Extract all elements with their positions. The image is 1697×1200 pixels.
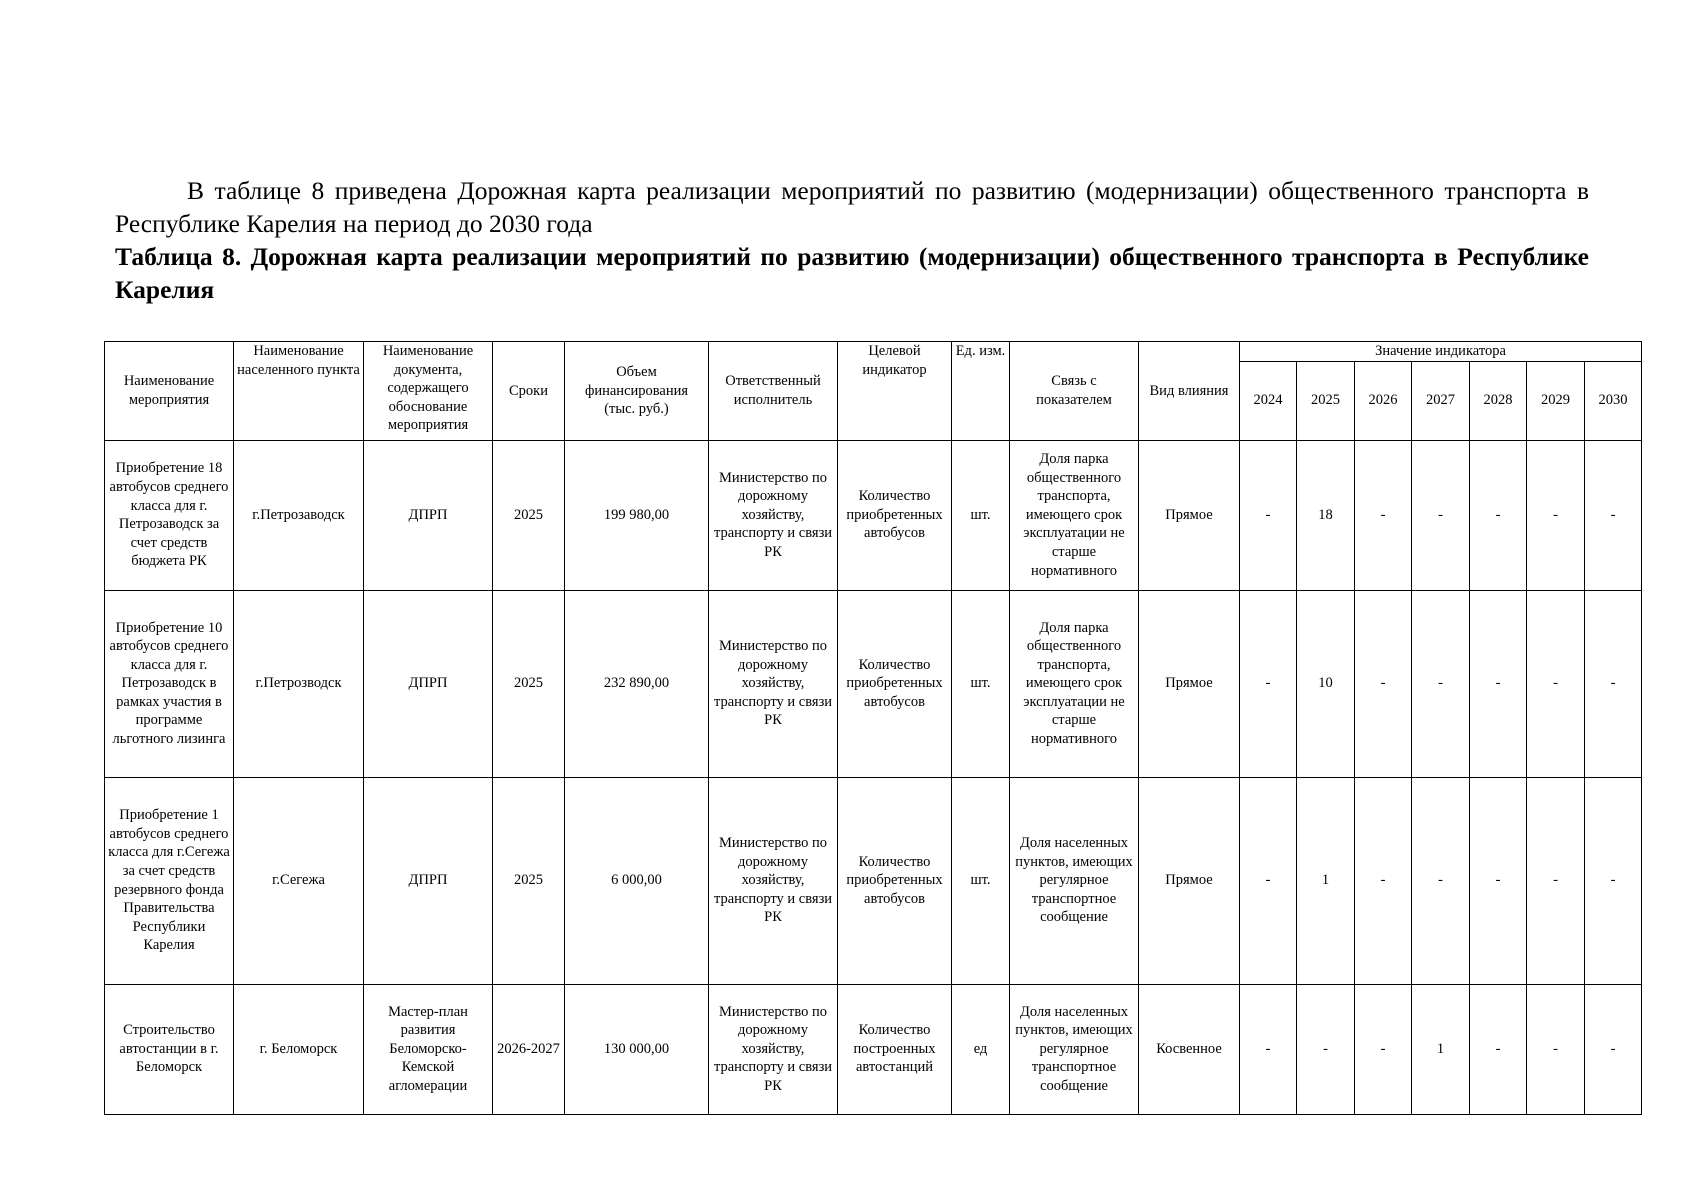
cell-impact: Косвенное [1139, 984, 1240, 1114]
cell-value-2027: - [1412, 440, 1470, 590]
header-unit: Ед. изм. [952, 342, 1010, 441]
cell-value-2025: 1 [1297, 777, 1355, 984]
cell-value-2026: - [1355, 984, 1412, 1114]
table-row [105, 440, 1642, 590]
cell-value-2024: - [1240, 590, 1297, 777]
cell-relation: Доля населенных пунктов, имеющих регулярное транспортное сообщение [1010, 777, 1139, 984]
table-caption: Таблица 8. Дорожная карта реализации мероприятий по развитию (модернизации) общественного транспорта в Республике Карелия [115, 242, 1589, 304]
cell-target-indicator: Количество приобретенных автобусов [838, 440, 952, 590]
cell-executor: Министерство по дорожному хозяйству, транспорту и связи РК [709, 440, 838, 590]
cell-value-2030: - [1585, 440, 1642, 590]
cell-executor: Министерство по дорожному хозяйству, транспорту и связи РК [709, 984, 838, 1114]
cell-locality: г.Сегежа [234, 777, 364, 984]
cell-relation: Доля парка общественного транспорта, имеющего срок эксплуатации не старше нормативного [1010, 440, 1139, 590]
cell-value-2030: - [1585, 777, 1642, 984]
cell-impact: Прямое [1139, 777, 1240, 984]
header-relation: Связь с показателем [1010, 342, 1139, 441]
header-year-2028: 2028 [1470, 361, 1527, 440]
table-row [105, 590, 1642, 777]
cell-value-2030: - [1585, 590, 1642, 777]
cell-value-2024: - [1240, 777, 1297, 984]
cell-locality: г.Петрозаводск [234, 440, 364, 590]
cell-terms: 2025 [493, 440, 565, 590]
cell-value-2026: - [1355, 440, 1412, 590]
cell-value-2024: - [1240, 440, 1297, 590]
header-terms: Сроки [493, 342, 565, 441]
cell-value-2025: 18 [1297, 440, 1355, 590]
cell-value-2028: - [1470, 777, 1527, 984]
cell-relation: Доля населенных пунктов, имеющих регулярное транспортное сообщение [1010, 984, 1139, 1114]
cell-unit: шт. [952, 590, 1010, 777]
cell-funding: 6 000,00 [565, 777, 709, 984]
cell-measure: Приобретение 1 автобусов среднего класса для г.Сегежа за счет средств резервного фонда Правительства Республики Карелия [105, 777, 234, 984]
cell-value-2030: - [1585, 984, 1642, 1114]
cell-funding: 199 980,00 [565, 440, 709, 590]
cell-funding: 130 000,00 [565, 984, 709, 1114]
cell-executor: Министерство по дорожному хозяйству, транспорту и связи РК [709, 777, 838, 984]
header-year-2027: 2027 [1412, 361, 1470, 440]
cell-terms: 2025 [493, 777, 565, 984]
header-funding: Объем финансирования (тыс. руб.) [565, 342, 709, 441]
cell-unit: ед [952, 984, 1010, 1114]
cell-target-indicator: Количество приобретенных автобусов [838, 590, 952, 777]
cell-target-indicator: Количество построенных автостанций [838, 984, 952, 1114]
header-year-2026: 2026 [1355, 361, 1412, 440]
cell-value-2028: - [1470, 590, 1527, 777]
cell-value-2027: - [1412, 777, 1470, 984]
cell-value-2029: - [1527, 590, 1585, 777]
cell-document: ДПРП [364, 440, 493, 590]
header-document: Наименование документа, содержащего обоснование мероприятия [364, 342, 493, 441]
header-year-2030: 2030 [1585, 361, 1642, 440]
cell-executor: Министерство по дорожному хозяйству, транспорту и связи РК [709, 590, 838, 777]
cell-unit: шт. [952, 777, 1010, 984]
cell-value-2025: - [1297, 984, 1355, 1114]
cell-unit: шт. [952, 440, 1010, 590]
cell-funding: 232 890,00 [565, 590, 709, 777]
cell-locality: г. Беломорск [234, 984, 364, 1114]
header-indicator-values: Значение индикатора [1240, 342, 1642, 362]
cell-target-indicator: Количество приобретенных автобусов [838, 777, 952, 984]
cell-terms: 2026-2027 [493, 984, 565, 1114]
cell-value-2026: - [1355, 590, 1412, 777]
cell-terms: 2025 [493, 590, 565, 777]
cell-value-2028: - [1470, 440, 1527, 590]
cell-impact: Прямое [1139, 440, 1240, 590]
cell-relation: Доля парка общественного транспорта, имеющего срок эксплуатации не старше нормативного [1010, 590, 1139, 777]
header-measure: Наименование мероприятия [105, 342, 234, 441]
cell-value-2029: - [1527, 984, 1585, 1114]
cell-document: Мастер-план развития Беломорско-Кемской агломерации [364, 984, 493, 1114]
cell-measure: Строительство автостанции в г. Беломорск [105, 984, 234, 1114]
cell-value-2026: - [1355, 777, 1412, 984]
cell-impact: Прямое [1139, 590, 1240, 777]
header-impact: Вид влияния [1139, 342, 1240, 441]
roadmap-table [104, 341, 1642, 1115]
header-year-2024: 2024 [1240, 361, 1297, 440]
header-year-2029: 2029 [1527, 361, 1585, 440]
intro-paragraph: В таблице 8 приведена Дорожная карта реализации мероприятий по развитию (модернизации) общественного транспорта в Республике Карелия на период до 2030 года [115, 176, 1589, 238]
table-header-row [105, 342, 1642, 362]
cell-document: ДПРП [364, 777, 493, 984]
header-target-indicator: Целевой индикатор [838, 342, 952, 441]
cell-measure: Приобретение 18 автобусов среднего класса для г. Петрозаводск за счет средств бюджета РК [105, 440, 234, 590]
cell-value-2029: - [1527, 777, 1585, 984]
header-locality: Наименование населенного пункта [234, 342, 364, 441]
cell-value-2024: - [1240, 984, 1297, 1114]
cell-value-2029: - [1527, 440, 1585, 590]
header-year-2025: 2025 [1297, 361, 1355, 440]
cell-value-2027: - [1412, 590, 1470, 777]
table-row [105, 984, 1642, 1114]
cell-value-2028: - [1470, 984, 1527, 1114]
cell-locality: г.Петрозводск [234, 590, 364, 777]
cell-measure: Приобретение 10 автобусов среднего класса для г. Петрозаводск в рамках участия в программе льготного лизинга [105, 590, 234, 777]
header-executor: Ответственный исполнитель [709, 342, 838, 441]
cell-value-2027: 1 [1412, 984, 1470, 1114]
table-row [105, 777, 1642, 984]
cell-value-2025: 10 [1297, 590, 1355, 777]
cell-document: ДПРП [364, 590, 493, 777]
